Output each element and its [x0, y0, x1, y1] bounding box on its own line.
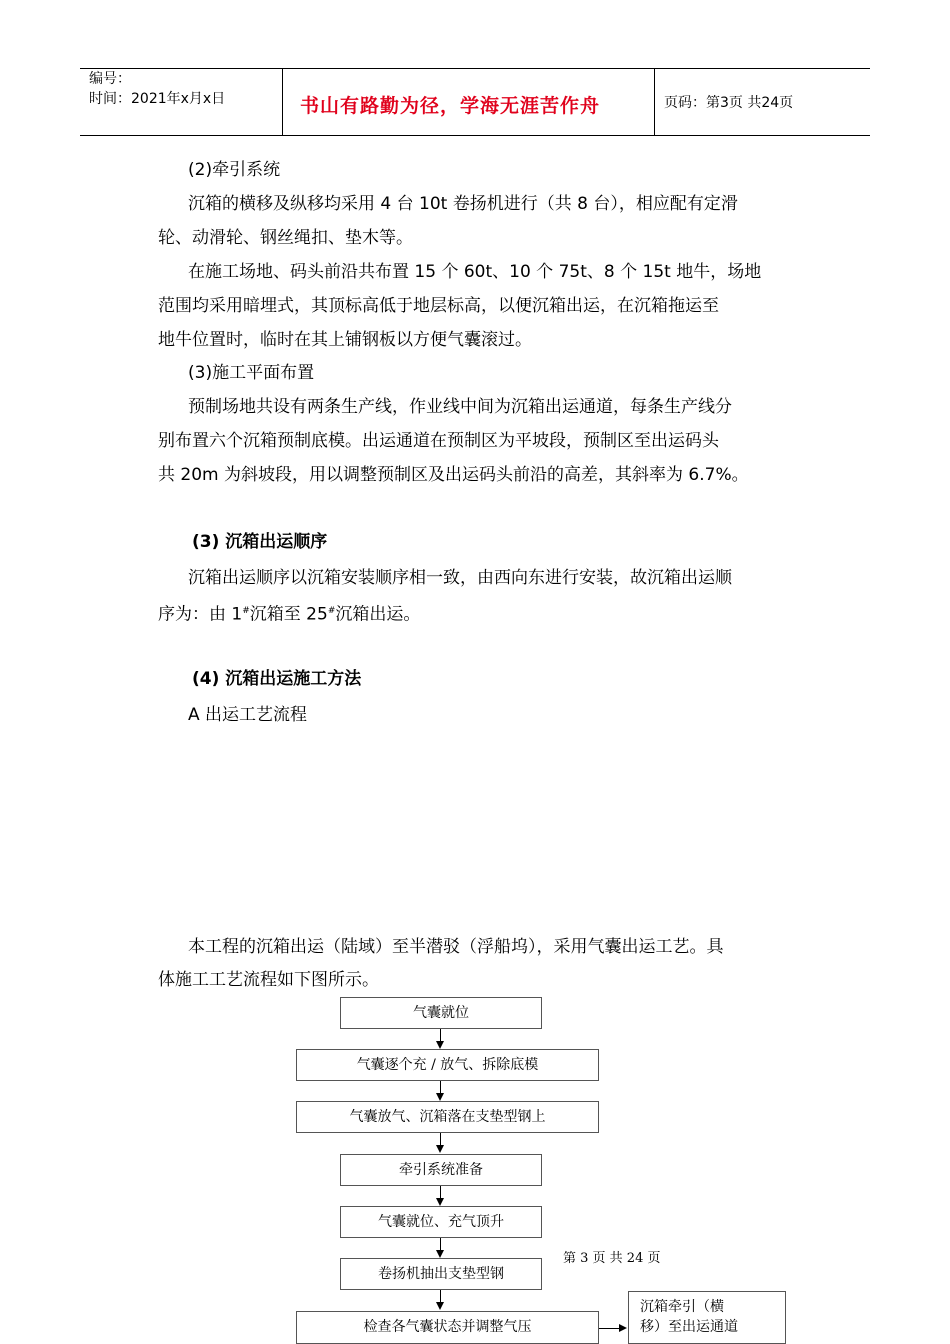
- footer-page-number: 第 3 页 共 24 页: [563, 1251, 661, 1266]
- section-heading-sequence: (3) 沉箱出运顺序: [192, 532, 328, 552]
- paragraph-line: 本工程的沉箱出运（陆域）至半潜驳（浮船坞），采用气囊出运工艺。具: [188, 937, 724, 957]
- header-divider-left: [282, 68, 283, 135]
- paragraph-line-sequence: [158, 594, 808, 632]
- superscript-mark: #: [327, 606, 336, 616]
- header-bottom-rule: [80, 135, 870, 136]
- paragraph-line: 在施工场地、码头前沿共布置 15 个 60t、10 个 75t、8 个 15t 地牛，场地: [188, 262, 762, 282]
- section-heading-traction: (2)牵引系统: [188, 160, 281, 180]
- flow-step-7: 检查各气囊状态并调整气压: [296, 1311, 599, 1344]
- paragraph-line: 预制场地共设有两条生产线，作业线中间为沉箱出运通道，每条生产线分: [188, 397, 732, 417]
- text-fragment: 沉箱至 25: [249, 604, 328, 625]
- flow-side-box-line: 移）至出运通道: [640, 1319, 738, 1335]
- section-heading-method: (4) 沉箱出运施工方法: [192, 669, 362, 689]
- subheading-process-flow: A 出运工艺流程: [188, 705, 308, 725]
- flow-step-6: 卷扬机抽出支垫型钢: [340, 1258, 542, 1290]
- paragraph-line: 别布置六个沉箱预制底模。出运通道在预制区为平坡段，预制区至出运码头: [158, 431, 719, 451]
- paragraph-line: 轮、动滑轮、钢丝绳扣、垫木等。: [158, 228, 413, 248]
- flow-side-box-line: 沉箱牵引（横: [640, 1299, 724, 1315]
- flow-arrow: [436, 1302, 444, 1310]
- header-divider-right: [654, 68, 655, 135]
- header-number-label: 编号：: [89, 71, 131, 87]
- text-fragment: 沉箱出运。: [335, 604, 421, 625]
- header-top-rule: [80, 68, 870, 69]
- flow-step-3: 气囊放气、沉箱落在支垫型钢上: [296, 1101, 599, 1133]
- superscript-mark: #: [242, 606, 250, 616]
- paragraph-line: 沉箱出运顺序以沉箱安装顺序相一致，由西向东进行安装，故沉箱出运顺: [188, 568, 732, 588]
- flow-arrow: [436, 1198, 444, 1206]
- flow-step-2: 气囊逐个充 / 放气、拆除底模: [296, 1049, 599, 1081]
- flow-arrow: [436, 1250, 444, 1258]
- flow-side-connector: [599, 1328, 619, 1329]
- flow-step-5: 气囊就位、充气顶升: [340, 1206, 542, 1238]
- paragraph-line: 体施工工艺流程如下图所示。: [158, 970, 379, 990]
- flow-side-arrow: [619, 1324, 627, 1332]
- paragraph-line: 范围均采用暗埋式，其顶标高低于地层标高，以便沉箱出运，在沉箱拖运至: [158, 296, 719, 316]
- flow-arrow: [436, 1145, 444, 1153]
- flow-step-4: 牵引系统准备: [340, 1154, 542, 1186]
- section-heading-layout: (3)施工平面布置: [188, 363, 315, 383]
- header-page-info: 页码：第3页 共24页: [664, 95, 794, 111]
- header-time-label: 时间：2021年x月x日: [89, 91, 226, 107]
- paragraph-line: 共 20m 为斜坡段，用以调整预制区及出运码头前沿的高差，其斜率为 6.7%。: [158, 465, 749, 485]
- text-fragment: 序为：由 1: [158, 604, 243, 625]
- header-motto: 书山有路勤为径，学海无涯苦作舟: [300, 95, 601, 117]
- flow-step-1: 气囊就位: [340, 997, 542, 1029]
- paragraph-line: 地牛位置时，临时在其上铺钢板以方便气囊滚过。: [158, 330, 532, 350]
- flow-arrow: [436, 1041, 444, 1049]
- paragraph-line: 沉箱的横移及纵移均采用 4 台 10t 卷扬机进行（共 8 台），相应配有定滑: [188, 194, 738, 214]
- flow-arrow: [436, 1093, 444, 1101]
- flow-side-box: [628, 1291, 786, 1344]
